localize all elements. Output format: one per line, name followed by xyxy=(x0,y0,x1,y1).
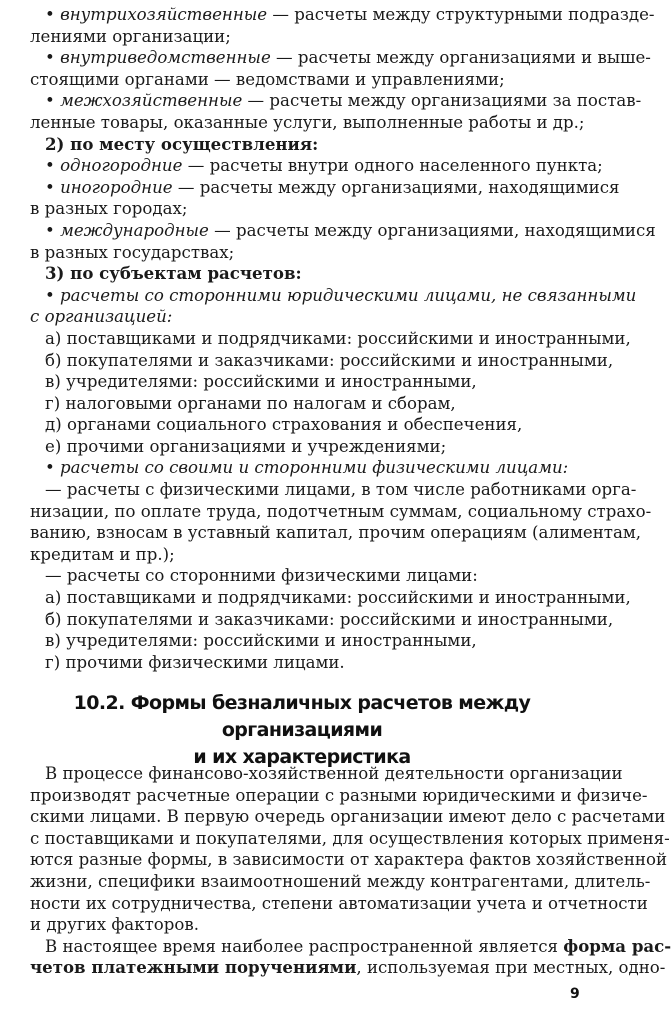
text-line: производят расчетные операции с разными юридическими и физиче- xyxy=(30,785,648,805)
text-line: е) прочими организациями и учреждениями; xyxy=(45,436,447,456)
text-line: б) покупателями и заказчиками: российскими и иностранными, xyxy=(45,350,614,370)
heading-line-2: и их характеристика xyxy=(193,746,411,768)
text-line: • иногородние — расчеты между организациями, находящимися xyxy=(45,177,620,197)
text-line: в разных государствах; xyxy=(30,242,235,262)
text-line: жизни, специфики взаимоотношений между контрагентами, длитель- xyxy=(30,871,651,891)
text-line: а) поставщиками и подрядчиками: российскими и иностранными, xyxy=(45,588,631,608)
text-line: стоящими органами — ведомствами и управлениями; xyxy=(30,69,505,89)
text-line: г) прочими физическими лицами. xyxy=(45,652,345,672)
text-line: четов платежными поручениями, используемая при местных, одно- xyxy=(30,957,666,978)
text-line: и других факторов. xyxy=(30,915,199,935)
text-line: в) учредителями: российскими и иностранными, xyxy=(45,372,477,392)
section-heading xyxy=(0,690,604,771)
text-line: д) органами социального страхования и обеспечения, xyxy=(45,415,523,435)
text-line: • внутриведомственные — расчеты между организациями и выше- xyxy=(45,48,651,68)
text-line: — расчеты со сторонними физическими лицами: xyxy=(45,566,478,586)
text-line: с организацией: xyxy=(30,307,173,327)
text-line: • международные — расчеты между организациями, находящимися xyxy=(45,220,656,240)
text-line: в разных городах; xyxy=(30,199,188,219)
text-line: б) покупателями и заказчиками: российскими и иностранными, xyxy=(45,609,614,629)
section-lists xyxy=(30,4,656,673)
text-line: низации, по оплате труда, подотчетным суммам, социальному страхо- xyxy=(30,501,652,521)
page-number: 9 xyxy=(570,986,580,1002)
text-line: 3) по субъектам расчетов: xyxy=(45,263,302,284)
text-line: лениями организации; xyxy=(30,26,231,46)
text-line: с поставщиками и покупателями, для осуществления которых применя- xyxy=(30,828,670,848)
text-line: • одногородние — расчеты внутри одного населенного пункта; xyxy=(45,156,603,176)
text-line: • расчеты со своими и сторонними физическими лицами: xyxy=(45,458,569,478)
text-line: ются разные формы, в зависимости от характера фактов хозяйственной xyxy=(30,850,668,870)
text-line: в) учредителями: российскими и иностранными, xyxy=(45,631,477,651)
text-line: • расчеты со сторонними юридическими лицами, не связанными xyxy=(45,285,637,305)
text-line: скими лицами. В первую очередь организации имеют дело с расчетами xyxy=(30,807,666,827)
text-line: г) налоговыми органами по налогам и сборам, xyxy=(45,393,456,413)
text-line: • межхозяйственные — расчеты между организациями за постав- xyxy=(45,91,642,111)
text-line: 2) по месту осуществления: xyxy=(45,133,319,154)
text-line: кредитам и пр.); xyxy=(30,544,175,564)
text-line: ности их сотрудничества, степени автоматизации учета и отчетности xyxy=(30,893,648,913)
text-line: — расчеты с физическими лицами, в том числе работниками орга- xyxy=(45,480,637,500)
text-line: ванию, взносам в уставный капитал, прочим операциям (алиментам, xyxy=(30,523,642,543)
text-line: • внутрихозяйственные — расчеты между структурными подразде- xyxy=(45,5,655,24)
section-body xyxy=(30,763,671,979)
text-line: ленные товары, оказанные услуги, выполненные работы и др.; xyxy=(30,112,585,132)
text-line: а) поставщиками и подрядчиками: российскими и иностранными, xyxy=(45,328,631,348)
text-line: В настоящее время наиболее распространенной является форма рас- xyxy=(45,935,671,956)
heading-line-1: 10.2. Формы безналичных расчетов между организациями xyxy=(73,692,531,741)
text-line: В процессе финансово-хозяйственной деятельности организации xyxy=(45,764,623,783)
